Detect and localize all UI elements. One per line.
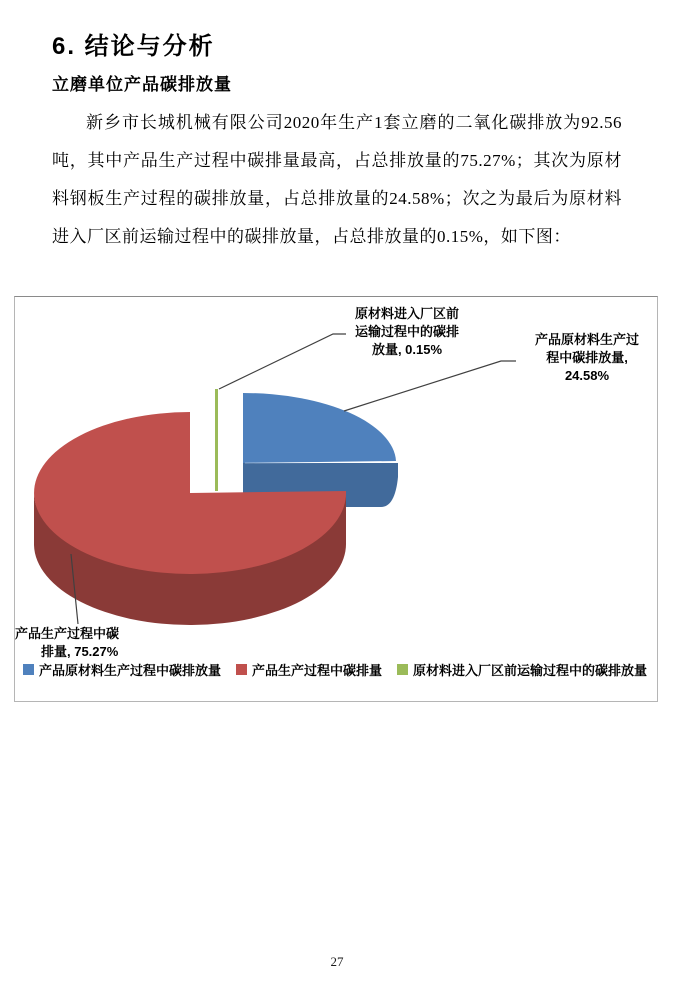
data-label-line: 放量, 0.15% [371,342,443,357]
sub-heading: 立磨单位产品碳排放量 [52,75,232,94]
data-label-line: 24.58% [564,368,610,383]
data-label-line: 原材料进入厂区前 [354,306,459,321]
legend-item-production [236,660,382,679]
page-number: 27 [330,954,344,969]
data-label-line: 运输过程中的碳排 [354,324,459,339]
data-label-transport [333,305,481,359]
legend-label: 原材料进入厂区前运输过程中的碳排放量 [413,663,648,678]
data-label-line: 产品原材料生产过 [534,332,639,347]
data-label-line: 排量, 75.27% [41,644,119,659]
data-label-raw-material [513,331,661,385]
body-paragraph: 新乡市长城机械有限公司2020年生产1套立磨的二氧化碳排放为92.56吨，其中产品生产过程中碳排量最高，占总排放量的75.27%；其次为原材料钢板生产过程的碳排放量，占总排放量的24.58%；次之为最后为原材料进入厂区前运输过程中的碳排放量，占总排放量的0.15%，如下图： [52,113,622,246]
pie-slice-transport [215,389,218,491]
data-label-line: 程中碳排放量, [546,350,628,365]
pie-slice-raw-material [243,393,396,463]
legend-swatch-blue-icon [23,664,34,675]
legend-swatch-green-icon [397,664,408,675]
legend-label: 产品原材料生产过程中碳排放量 [39,663,222,678]
pie-chart [14,296,658,702]
leader-line-raw-material [344,361,516,411]
data-label-line: 产品生产过程中碳 [15,626,120,641]
legend-label: 产品生产过程中碳排量 [252,663,383,678]
legend-item-transport [397,660,647,679]
legend-swatch-red-icon [236,664,247,675]
section-heading: 6. 结论与分析 [52,33,215,60]
chart-legend [23,660,653,679]
leader-line-transport [219,334,346,389]
data-label-production [15,625,157,661]
legend-item-raw-material [23,660,221,679]
